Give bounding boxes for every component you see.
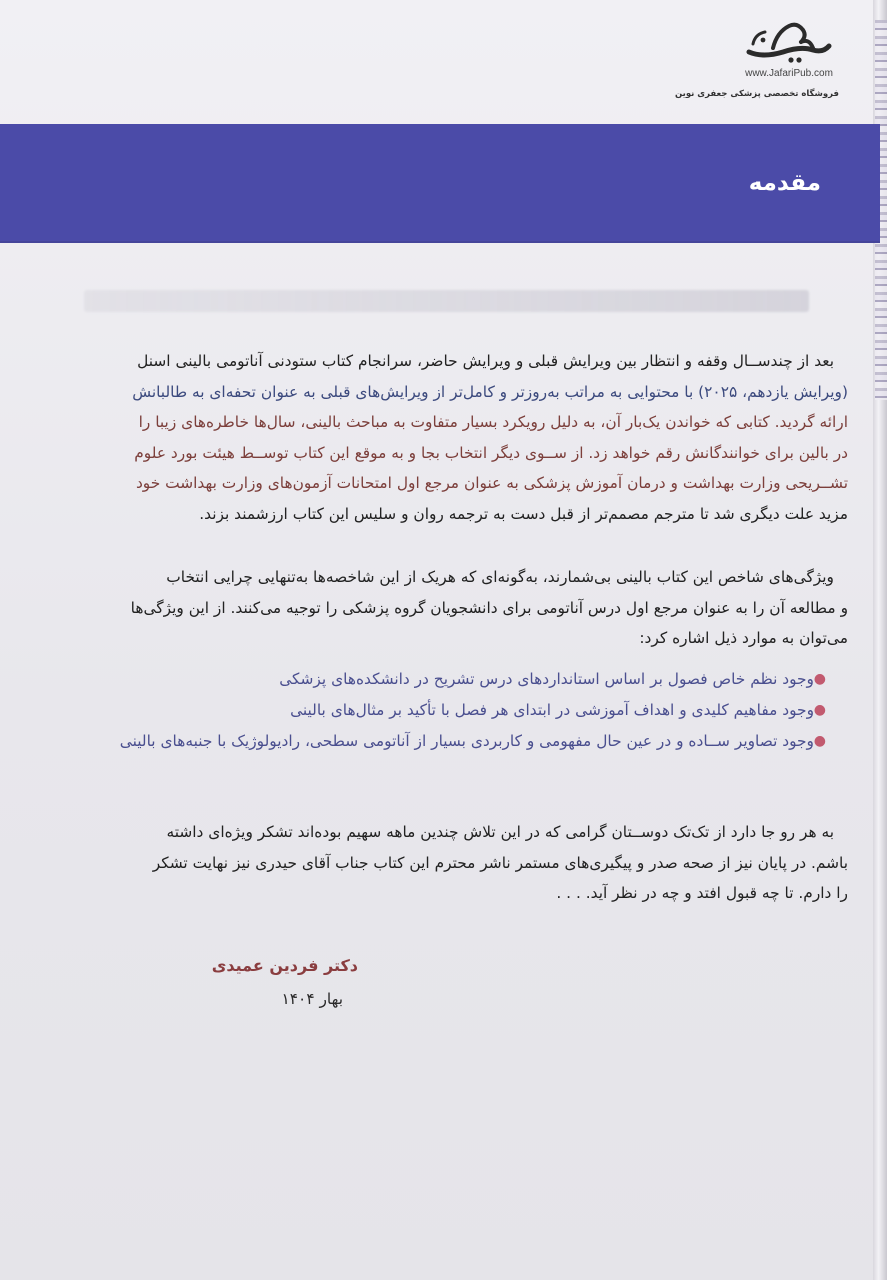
- text-line: بعد از چندســال وقفه و انتظار بین ویرایش قبلی و ویرایش حاضر، سرانجام کتاب ستودنی آناتومی بالینی اسنل: [137, 352, 834, 370]
- bullet-icon: ●: [813, 671, 826, 687]
- list-item-text: وجود نظم خاص فصول بر اساس استانداردهای درس تشریح در دانشکده‌های پزشکی: [279, 670, 814, 688]
- author-name: دکتر فردین عمیدی: [211, 956, 358, 975]
- text-line: به هر رو جا دارد از تک‌تک دوســتان گرامی که در این تلاش چندین ماهه سهیم بوده‌اند تشکر ویژه‌ای داشته: [166, 823, 834, 841]
- text-line: می‌توان به موارد ذیل اشاره کرد:: [639, 629, 848, 647]
- feature-list: [78, 664, 848, 757]
- list-item-text: وجود مفاهیم کلیدی و اهداف آموزشی در ابتدای هر فصل با تأکید بر مثال‌های بالینی: [290, 701, 814, 719]
- paragraph-features: [78, 562, 848, 654]
- text-line: باشم. در پایان نیز از صحه صدر و پیگیری‌های مستمر ناشر محترم این کتاب جناب آقای حیدری نیز نهایت تشکر: [152, 853, 848, 872]
- text-line: ارائه گردید. کتابی که خواندن یک‌بار آن، به دلیل رویکرد بسیار متفاوت به مباحث بالینی، سال‌ها خاطره‌های زیبا را: [138, 413, 848, 431]
- signature-date: بهار ۱۴۰۴: [281, 990, 343, 1008]
- text-line: مزید علت دیگری شد تا مترجم مصمم‌تر از قبل دست به ترجمه روان و سلیس این کتاب ارزشمند بزند.: [199, 504, 848, 523]
- bullet-icon: ●: [813, 702, 826, 718]
- bullet-icon: ●: [813, 733, 826, 749]
- text-line: (ویرایش یازدهم، ۲۰۲۵) با محتوایی به مراتب به‌روزتر و کامل‌تر از ویرایش‌های قبلی به عنوان تحفه‌ای به طالبانش: [132, 382, 848, 401]
- publisher-website: www.JafariPub.com: [745, 68, 833, 79]
- page-title: مقدمه: [748, 170, 821, 196]
- publisher-caption: فروشگاه تخصصی پزشکی جعفری نوین: [674, 89, 839, 99]
- text-line: را دارم. تا چه قبول افتد و چه در نظر آید. . . .: [556, 884, 848, 902]
- publisher-logo-mark-icon: [743, 18, 835, 66]
- publisher-logo: [739, 18, 839, 79]
- list-item: [78, 664, 848, 695]
- list-item: [78, 695, 848, 726]
- paragraph-intro: [78, 346, 848, 529]
- text-line: ویژگی‌های شاخص این کتاب بالینی بی‌شمارند، به‌گونه‌ای که هریک از این شاخصه‌ها به‌تنهایی چرایی انتخاب: [166, 568, 834, 586]
- list-item-text: وجود تصاویر ســاده و در عین حال مفهومی و کاربردی بسیار از آناتومی سطحی، رادیولوژیک با جنبه‌های بالینی: [119, 732, 814, 750]
- text-line: و مطالعه آن را به عنوان مرجع اول درس آناتومی برای دانشجویان گروه پزشکی را توجیه می‌کنند. از این ویژگی‌ها: [130, 598, 848, 617]
- list-item: [78, 726, 848, 757]
- text-line: تشــریحی وزارت بهداشت و درمان آموزش پزشکی به عنوان مرجع اول امتحانات آزمون‌های وزارت بهداشت خود: [135, 474, 848, 492]
- text-line: در بالین برای خوانندگانش رقم خواهد زد. از ســوی دیگر انتخاب بجا و به موقع این کتاب توســط هیئت بورد علوم: [134, 443, 848, 462]
- bleed-through-text: [84, 290, 809, 312]
- paragraph-thanks: [78, 817, 848, 909]
